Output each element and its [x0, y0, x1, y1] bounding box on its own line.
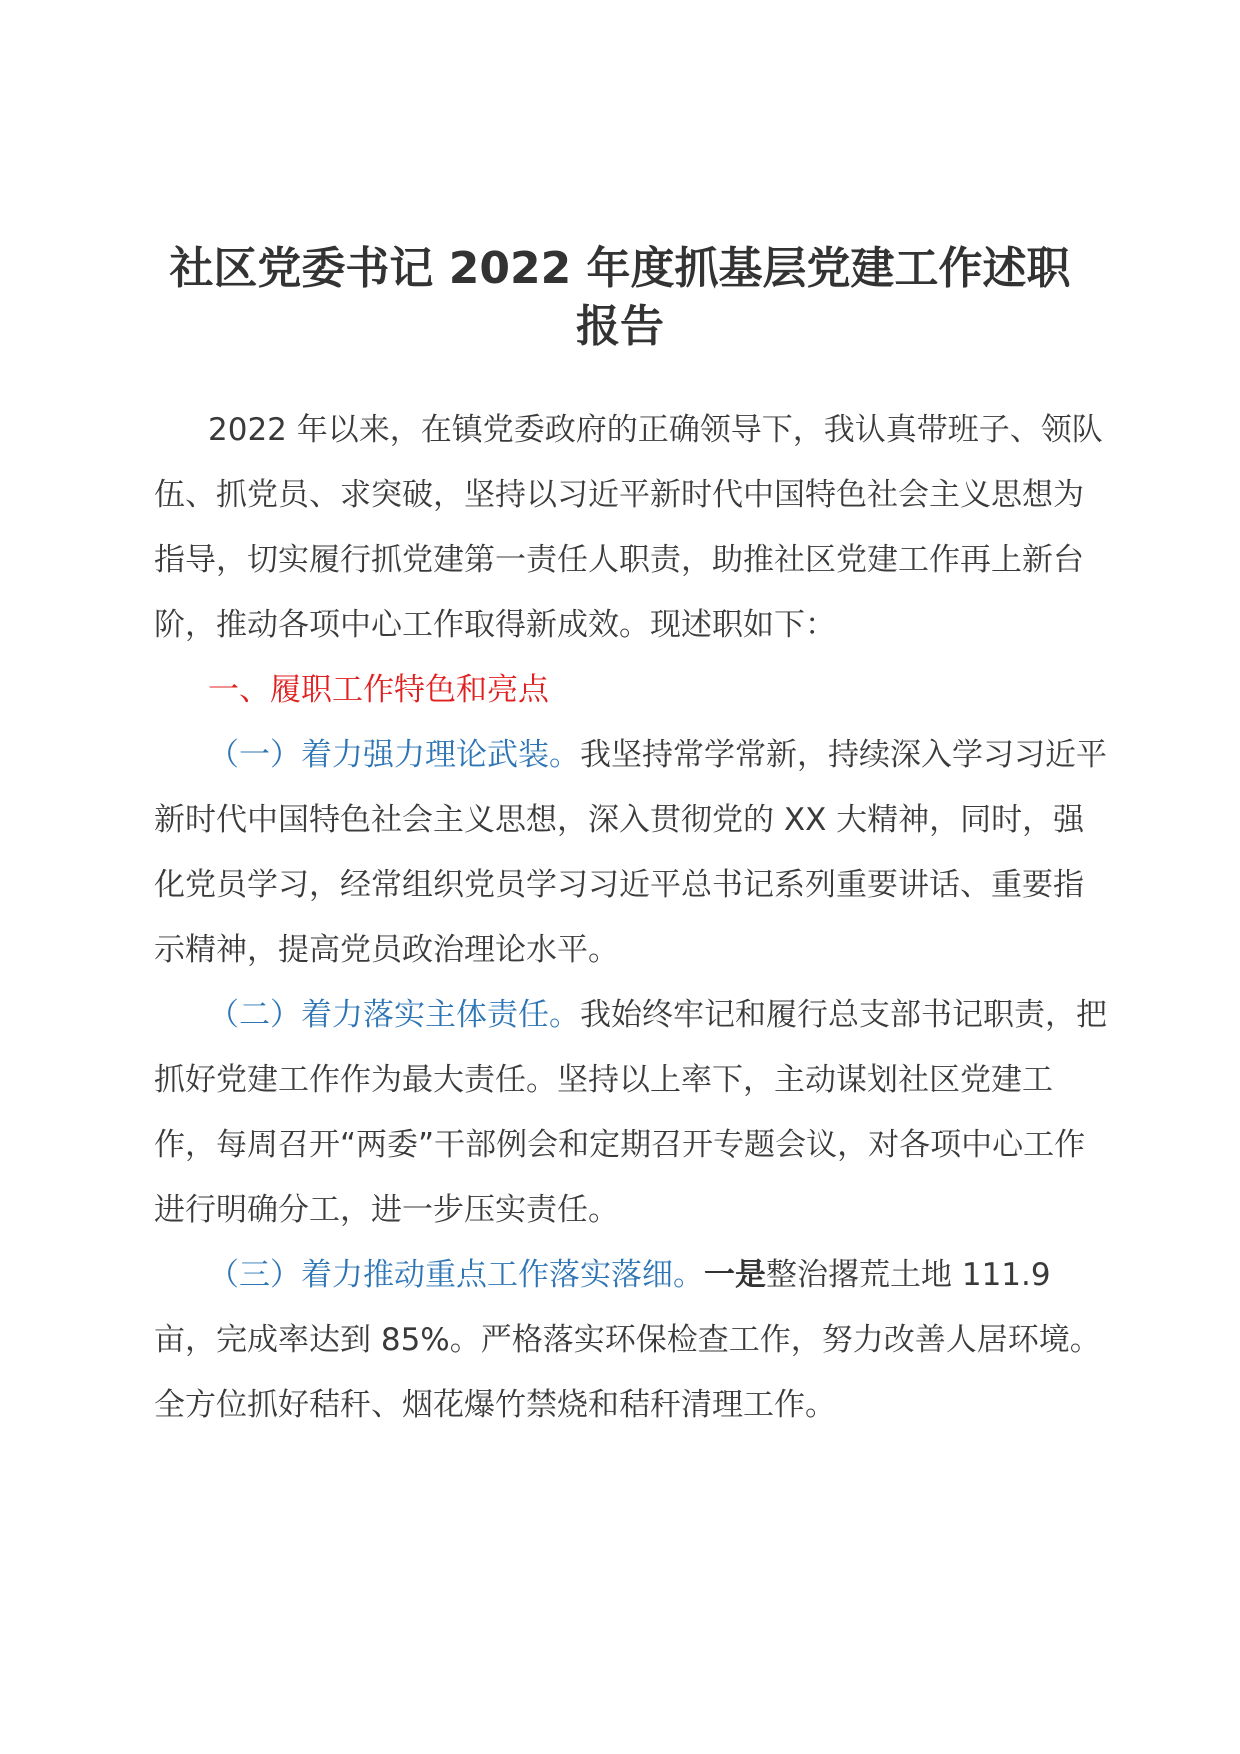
- item-text-2: 我始终牢记和履行总支部书记职责，把抓好党建工作作为最大责任。坚持以上率下，主动谋划社区党建工作，每周召开“两委”干部例会和定期召开专题会议，对各项中心工作进行明确分工，进一步压实责任。: [154, 997, 1107, 1228]
- item-text-3: 整治撂荒土地 111.9 亩，完成率达到 85%。严格落实环保检查工作，努力改善人居环境。全方位抓好秸秆、烟花爆竹禁烧和秸秆清理工作。: [154, 1257, 1101, 1423]
- item-paragraph-2: [154, 983, 1114, 1243]
- item-heading-3: （三）着力推动重点工作落实落细。: [208, 1257, 704, 1293]
- item-heading-1: （一）着力强力理论武装。: [208, 737, 580, 773]
- intro-paragraph: 2022 年以来，在镇党委政府的正确领导下，我认真带班子、领队伍、抓党员、求突破，坚持以习近平新时代中国特色社会主义思想为指导，切实履行抓党建第一责任人职责，助推社区党建工作再上新台阶，推动各项中心工作取得新成效。现述职如下：: [154, 412, 1103, 643]
- item-paragraph-1: [154, 723, 1114, 983]
- title-line-2: 报告: [576, 301, 664, 352]
- item-heading-2: （二）着力落实主体责任。: [208, 997, 580, 1033]
- section-heading-1: 一、履职工作特色和亮点: [208, 672, 549, 708]
- title-line-1: 社区党委书记 2022 年度抓基层党建工作述职: [169, 243, 1071, 294]
- item-paragraph-3: [154, 1243, 1114, 1438]
- document-body: [154, 398, 1114, 1438]
- item-text-1: 我坚持常学常新，持续深入学习习近平新时代中国特色社会主义思想，深入贯彻党的 XX 大精神，同时，强化党员学习，经常组织党员学习习近平总书记系列重要讲话、重要指示精神，提高党员政治理论水平。: [154, 737, 1107, 968]
- document-title: [140, 240, 1100, 356]
- item-bold-lead-3: 一是: [704, 1257, 766, 1293]
